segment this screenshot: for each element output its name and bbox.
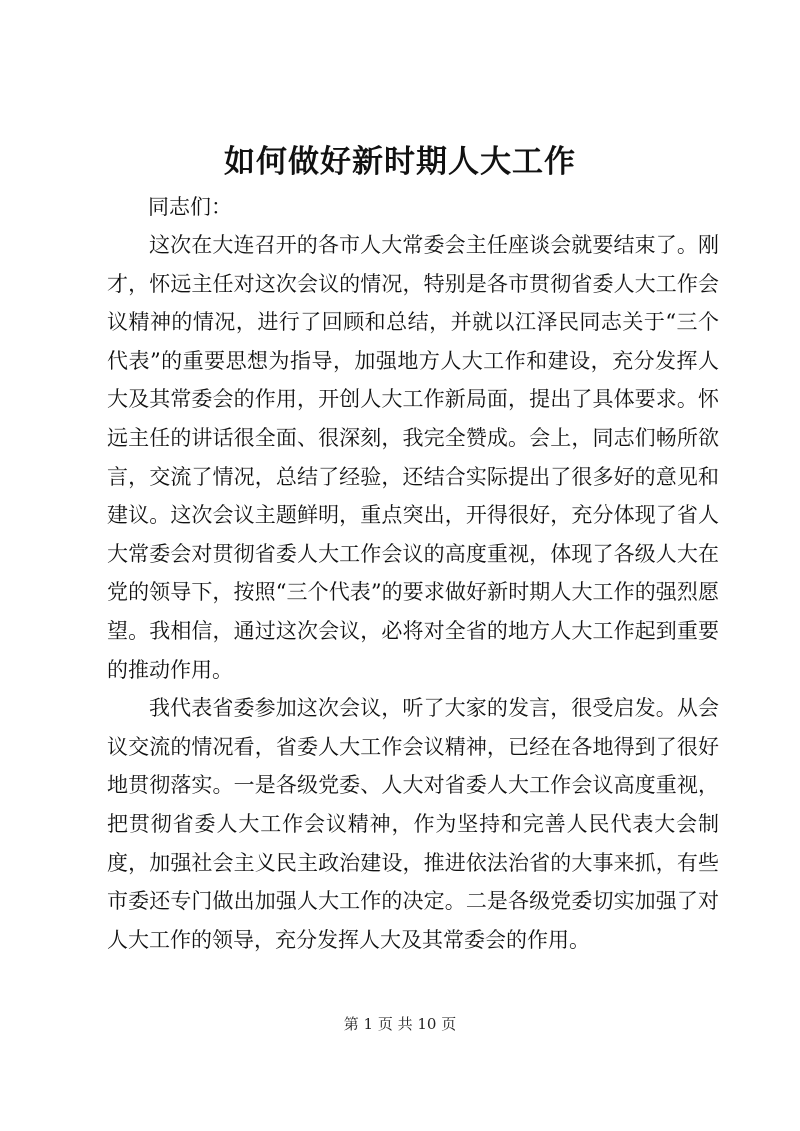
- paragraph: 这次在大连召开的各市人大常委会主任座谈会就要结束了。刚才，怀远主任对这次会议的情况，特别是各市贯彻省委人大工作会议精神的情况，进行了回顾和总结，并就以江泽民同志关于“三个代表”的重要思想为指导，加强地方人大工作和建设，充分发挥人大及其常委会的作用，开创人大工作新局面，提出了具体要求。怀远主任的讲话很全面、很深刻，我完全赞成。会上，同志们畅所欲言，交流了情况，总结了经验，还结合实际提出了很多好的意见和建议。这次会议主题鲜明，重点突出，开得很好，充分体现了省人大常委会对贯彻省委人大工作会议的高度重视，体现了各级人大在党的领导下，按照“三个代表”的要求做好新时期人大工作的强烈愿望。我相信，通过这次会议，必将对全省的地方人大工作起到重要的推动作用。: [107, 233, 719, 682]
- document-title: 如何做好新时期人大工作: [224, 144, 576, 180]
- page-footer: 第 1 页 共 10 页: [343, 1015, 457, 1033]
- paragraph: 我代表省委参加这次会议，听了大家的发言，很受启发。从会议交流的情况看，省委人大工作会议精神，已经在各地得到了很好地贯彻落实。一是各级党委、人大对省委人大工作会议高度重视，把贯彻省委人大工作会议精神，作为坚持和完善人民代表大会制度，加强社会主义民主政治建设，推进依法治省的大事来抓，有些市委还专门做出加强人大工作的决定。二是各级党委切实加强了对人大工作的领导，充分发挥人大及其常委会的作用。: [107, 696, 719, 952]
- document-body: [107, 226, 719, 959]
- salutation: 同志们：: [148, 195, 232, 219]
